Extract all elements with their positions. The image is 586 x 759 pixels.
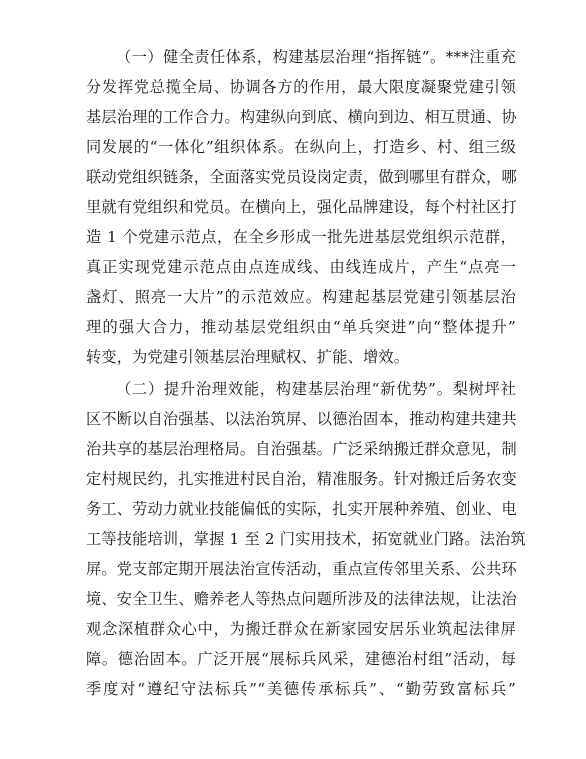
paragraph-line: 转变，为党建引领基层治理赋权、扩能、增效。	[86, 348, 410, 366]
paragraph-line: 治共享的基层治理格局。自治强基。广泛采纳搬迁群众意见，制	[86, 440, 517, 458]
paragraph-line: 联动党组织链条，全面落实党员设岗定责，做到哪里有群众，哪	[86, 168, 517, 186]
paragraph-line: （一）健全责任体系，构建基层治理“指挥链”。***注重充	[116, 48, 516, 66]
paragraph-line: 工等技能培训，掌握 1 至 2 门实用技术，拓宽就业门路。法治筑	[86, 530, 526, 548]
paragraph-line: 盏灯、照亮一大片”的示范效应。构建起基层党建引领基层治	[86, 288, 516, 306]
paragraph-2	[86, 374, 526, 704]
paragraph-line: 定村规民约，扎实推进村民自治，精准服务。针对搬迁后务农变	[86, 470, 517, 488]
paragraph-line: 同发展的“一体化”组织体系。在纵向上，打造乡、村、组三级	[86, 138, 516, 156]
paragraph-line: 基层治理的工作合力。构建纵向到底、横向到边、相互贯通、协	[86, 108, 517, 126]
paragraph-line: 分发挥党总揽全局、协调各方的作用，最大限度凝聚党建引领	[86, 78, 516, 96]
paragraph-line: 季度对“遵纪守法标兵”“美德传承标兵”、“勤劳致富标兵”	[86, 680, 516, 698]
paragraph-line: 境、安全卫生、赡养老人等热点问题所涉及的法律法规，让法治	[86, 590, 517, 608]
paragraph-1	[86, 42, 516, 372]
document-body	[86, 42, 526, 704]
paragraph-line: 造 1 个党建示范点，在全乡形成一批先进基层党组织示范群，	[86, 228, 516, 246]
paragraph-line: 障。德治固本。广泛开展“展标兵风采，建德治村组”活动，每	[86, 650, 516, 668]
paragraph-line: 屏。党支部定期开展法治宣传活动，重点宣传邻里关系、公共环	[86, 560, 517, 578]
paragraph-line: 真正实现党建示范点由点连成线、由线连成片，产生“点亮一	[86, 258, 516, 276]
paragraph-line: 理的强大合力，推动基层党组织由“单兵突进”向“整体提升”	[86, 318, 516, 336]
paragraph-line: 里就有党组织和党员。在横向上，强化品牌建设，每个村社区打	[86, 198, 517, 216]
paragraph-line: 观念深植群众心中，为搬迁群众在新家园安居乐业筑起法律屏	[86, 620, 516, 638]
paragraph-line: 区不断以自治强基、以法治筑屏、以德治固本，推动构建共建共	[86, 410, 517, 428]
paragraph-line: 务工、劳动力就业技能偏低的实际，扎实开展种养殖、创业、电	[86, 500, 517, 518]
paragraph-line: （二）提升治理效能，构建基层治理“新优势”。梨树坪社	[116, 380, 516, 398]
